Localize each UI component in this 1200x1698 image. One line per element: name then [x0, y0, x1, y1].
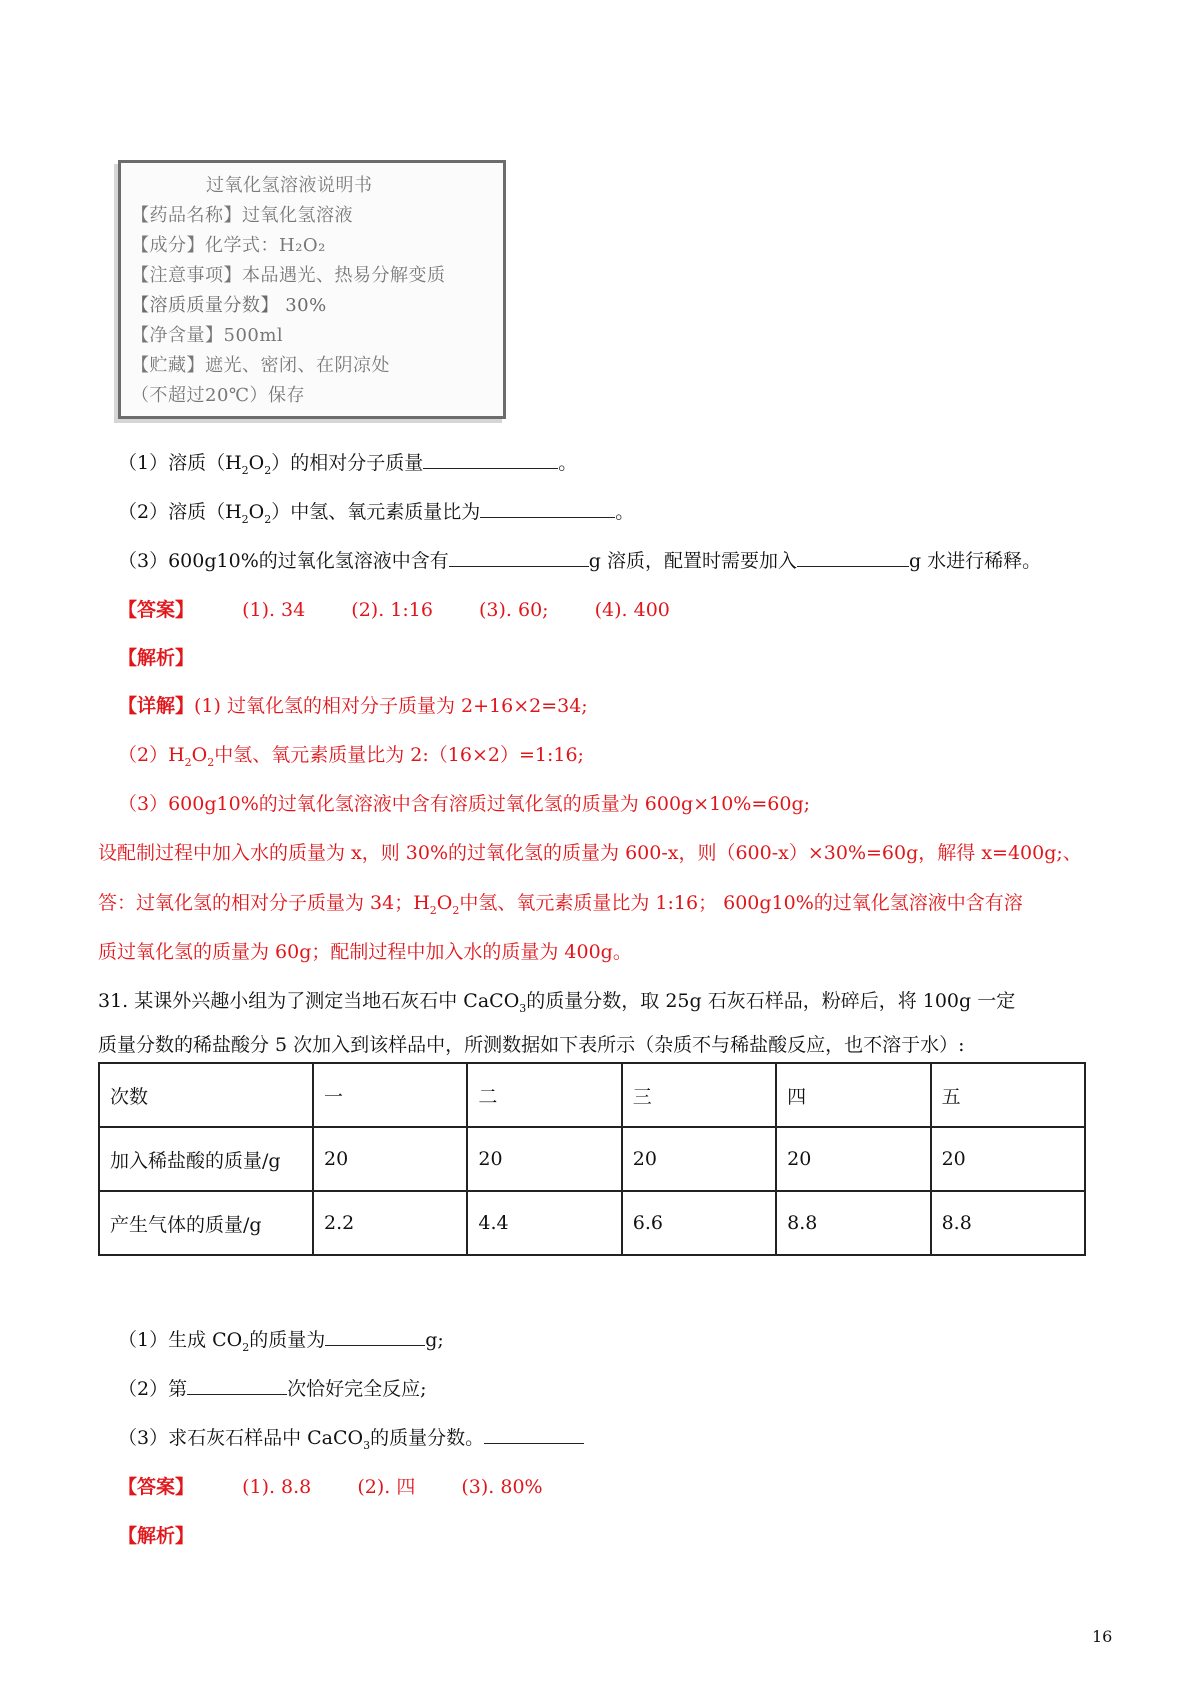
question-31-line-2: 质量分数的稀盐酸分 5 次加入到该样品中，所测数据如下表所示（杂质不与稀盐酸反应，也不溶于水）: — [98, 1034, 965, 1056]
table-cell: 20 — [776, 1127, 930, 1191]
table-cell: 20 — [931, 1127, 1085, 1191]
table-cell: 二 — [467, 1063, 621, 1127]
table-cell: 20 — [313, 1127, 467, 1191]
question-30-2: （2）溶质$(H_2O_2)$中氢、氧元素质量比为 。 — [118, 501, 635, 526]
answer-31: 【答案】 (1). 8.8 (2). 四 (3). 80% — [118, 1476, 543, 1498]
table-cell: 2.2 — [313, 1191, 467, 1255]
table-cell: 20 — [622, 1127, 776, 1191]
table-cell: 四 — [776, 1063, 930, 1127]
label-title: 过氧化氢溶液说明书 — [206, 175, 373, 196]
label-line: 【溶质质量分数】 30% — [131, 295, 327, 316]
detail-line-4: 设配制过程中加入水的质量为 x，则 30%的过氧化氢的质量为 600-x，则（600-x）×30%=60g，解得 x=400g;、 — [98, 842, 1082, 864]
table-cell: 五 — [931, 1063, 1085, 1127]
label-line: 【贮藏】遮光、密闭、在阴凉处 — [131, 355, 390, 376]
page-number: 16 — [1092, 1627, 1113, 1646]
data-table — [98, 1062, 1086, 1256]
table-row — [99, 1127, 1085, 1191]
table-cell: 三 — [622, 1063, 776, 1127]
table-cell: 次数 — [99, 1063, 313, 1127]
analysis-label: 【解析】 — [118, 1525, 195, 1547]
detail-line-1: 【详解】(1) 过氧化氢的相对分子质量为 2+16×2=34; — [118, 695, 588, 717]
table-cell: 产生气体的质量/g — [99, 1191, 313, 1255]
answer-blank[interactable] — [423, 450, 558, 469]
table-cell: 8.8 — [776, 1191, 930, 1255]
answer-label: 【答案】 — [118, 599, 195, 621]
table-header-row — [99, 1063, 1085, 1127]
question-31-3: （3）求石灰石样品中 CaCO$_3$的质量分数。 — [118, 1423, 584, 1452]
question-30-3: （3）600g10%的过氧化氢溶液中含有 g 溶质，配置时需要加入 g 水进行稀释。 — [118, 550, 1042, 572]
label-line: 【成分】化学式：H₂O₂ — [131, 235, 326, 256]
detail-line-2: $(2)H_2O_2$中氢、氧元素质量比为 2:（16×2）=1:16; — [118, 744, 584, 769]
question-31-2: （2）第 次恰好完全反应; — [118, 1378, 427, 1400]
table-cell: 8.8 — [931, 1191, 1085, 1255]
answer-blank[interactable] — [325, 1327, 425, 1346]
table-cell: 加入稀盐酸的质量/g — [99, 1127, 313, 1191]
detail-line-5: 答：过氧化氢的相对分子质量为 34；$H_2O_2$中氢、氧元素质量比为 1:16； 600g10%的过氧化氢溶液中含有溶 — [98, 892, 1023, 917]
detail-line-3: （3）600g10%的过氧化氢溶液中含有溶质过氧化氢的质量为 600g×10%=60g; — [118, 793, 811, 815]
product-label-image — [118, 160, 506, 419]
question-31-line-1: 31. 某课外兴趣小组为了测定当地石灰石中 CaCO$_3$的质量分数，取 25g 石灰石样品，粉碎后，将 100g 一定 — [98, 990, 1016, 1015]
table-cell: 一 — [313, 1063, 467, 1127]
answer-blank[interactable] — [449, 548, 589, 567]
question-31-1: （1）生成 $CO_2$的质量为 g; — [118, 1329, 444, 1354]
answer-blank[interactable] — [484, 1425, 584, 1444]
label-line: 【注意事项】本品遇光、热易分解变质 — [131, 265, 446, 286]
answer-label: 【答案】 — [118, 1476, 195, 1498]
label-line: 【净含量】500ml — [131, 325, 284, 346]
answer-30: 【答案】 (1). 34 (2). 1:16 (3). 60; (4). 400 — [118, 599, 670, 621]
table-cell: 4.4 — [467, 1191, 621, 1255]
question-30-1: （1）溶质$(H_2O_2)$的相对分子质量 。 — [118, 452, 578, 477]
answer-blank[interactable] — [480, 499, 615, 518]
label-line: 【药品名称】过氧化氢溶液 — [131, 205, 353, 226]
table-cell: 6.6 — [622, 1191, 776, 1255]
answer-blank[interactable] — [187, 1376, 287, 1395]
detail-line-6: 质过氧化氢的质量为 60g；配制过程中加入水的质量为 400g。 — [98, 941, 632, 963]
answer-blank[interactable] — [797, 548, 909, 567]
table-cell: 20 — [467, 1127, 621, 1191]
table-row — [99, 1191, 1085, 1255]
analysis-label: 【解析】 — [118, 647, 195, 669]
label-line: （不超过20℃）保存 — [131, 385, 306, 406]
